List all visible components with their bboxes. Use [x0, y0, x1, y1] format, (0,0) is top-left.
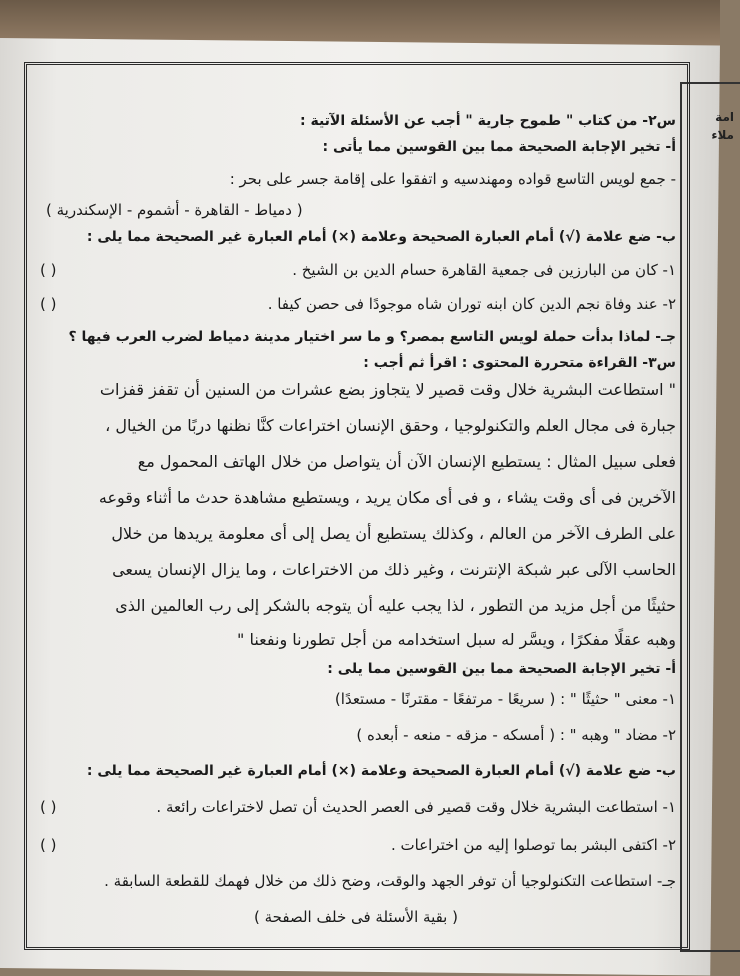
q2-b2: [36, 297, 676, 312]
answer-parentheses: ( ): [40, 295, 57, 313]
passage-line: " استطاعت البشرية خلال وقت قصير لا يتجاوز بضع عشرات من السنين أن تقفز قفزات: [99, 380, 676, 399]
answer-parentheses: ( ): [40, 836, 57, 854]
answer-parentheses: ( ): [40, 261, 57, 279]
q2-a1-text: - جمع لويس التاسع قواده ومهندسيه و اتفقوا على إقامة جسر على بحر :: [229, 170, 676, 188]
answer-parentheses: ( ): [40, 798, 57, 816]
passage-line: الحاسب الآلى عبر شبكة الإنترنت ، وغير ذلك من الاختراعات ، وما يزال الإنسان يسعى: [112, 560, 676, 579]
q2-a1-options: ( دمياط - القاهرة - أشموم - الإسكندرية ): [46, 201, 303, 219]
q2-c: جـ- لماذا بدأت حملة لويس التاسع بمصر؟ و ما سر اختيار مدينة دمياط لضرب العرب فيها ؟: [68, 329, 676, 345]
q3-b2: [36, 838, 676, 853]
passage-line: الآخرين فى أى وقت يشاء ، و فى أى مكان يريد ، ويستطيع مشاهدة حدث ما أثناء وقوعه: [98, 488, 676, 507]
exam-content: [36, 100, 676, 940]
q3-b1: [36, 800, 676, 815]
q3-b2-text: ٢- اكتفى البشر بما توصلوا إليه من اختراعات .: [390, 836, 676, 854]
passage-line: على الطرف الآخر من العالم ، وكذلك يستطيع أن يصل إلى أى معلومة يريدها من خلال: [111, 524, 676, 543]
q3-a-heading: أ- تخير الإجابة الصحيحة مما بين القوسين مما يلى :: [327, 661, 676, 677]
q3-b1-text: ١- استطاعت البشرية خلال وقت قصير فى العصر الحديث أن تصل لاختراعات رائعة .: [156, 798, 676, 816]
continued-note: ( بقية الأسئلة فى خلف الصفحة ): [254, 908, 458, 926]
q3-header: س٣- القراءة متحررة المحتوى : اقرأ ثم أجب :: [363, 355, 676, 371]
q3-b-heading: ب- ضع علامة (√) أمام العبارة الصحيحة وعلامة (×) أمام العبارة غير الصحيحة مما يلى :: [86, 763, 676, 779]
q2-b1-text: ١- كان من البارزين فى جمعية القاهرة حسام الدين بن الشيخ .: [292, 261, 676, 279]
passage-line: جبارة فى مجال العلم والتكنولوجيا ، وحقق الإنسان اختراعات كنَّا نظنها دربًا من الخيال ،: [105, 416, 676, 435]
passage-line: حثيثًا من أجل مزيد من التطور ، لذا يجب عليه أن يتوجه بالشكر إلى رب العالمين الذى: [115, 596, 676, 615]
q2-b-heading: ب- ضع علامة (√) أمام العبارة الصحيحة وعلامة (×) أمام العبارة غير الصحيحة مما يلى :: [86, 229, 676, 245]
q2-header: س٢- من كتاب " طموح جارية " أجب عن الأسئلة الآتية :: [300, 113, 676, 129]
q3-a1: ١- معنى " حثيثًا " : ( سريعًا - مرتفعًا - مقترنًا - مستعدًا): [334, 690, 676, 708]
adjacent-page-fragment: ملاء: [711, 128, 734, 142]
passage-line: فعلى سبيل المثال : يستطيع الإنسان الآن أن يتواصل من خلال الهاتف المحمول مع: [137, 452, 676, 471]
adjacent-page-fragment: امة: [715, 110, 734, 124]
q3-c: جـ- استطاعت التكنولوجيا أن توفر الجهد والوقت، وضح ذلك من خلال فهمك للقطعة السابقة .: [104, 872, 676, 890]
q3-a2: ٢- مضاد " وهبه " : ( أمسكه - مزقه - منعه - أبعده ): [356, 726, 676, 744]
q2-a-heading: أ- تخير الإجابة الصحيحة مما بين القوسين مما يأتى :: [322, 139, 676, 155]
passage-line: وهبه عقلًا مفكرًا ، ويسَّر له سبل استخدامه من أجل تطورنا ونفعنا ": [237, 630, 676, 649]
q2-b1: [36, 263, 676, 278]
q2-b2-text: ٢- عند وفاة نجم الدين كان ابنه توران شاه موجودًا فى حصن كيفا .: [267, 295, 676, 313]
